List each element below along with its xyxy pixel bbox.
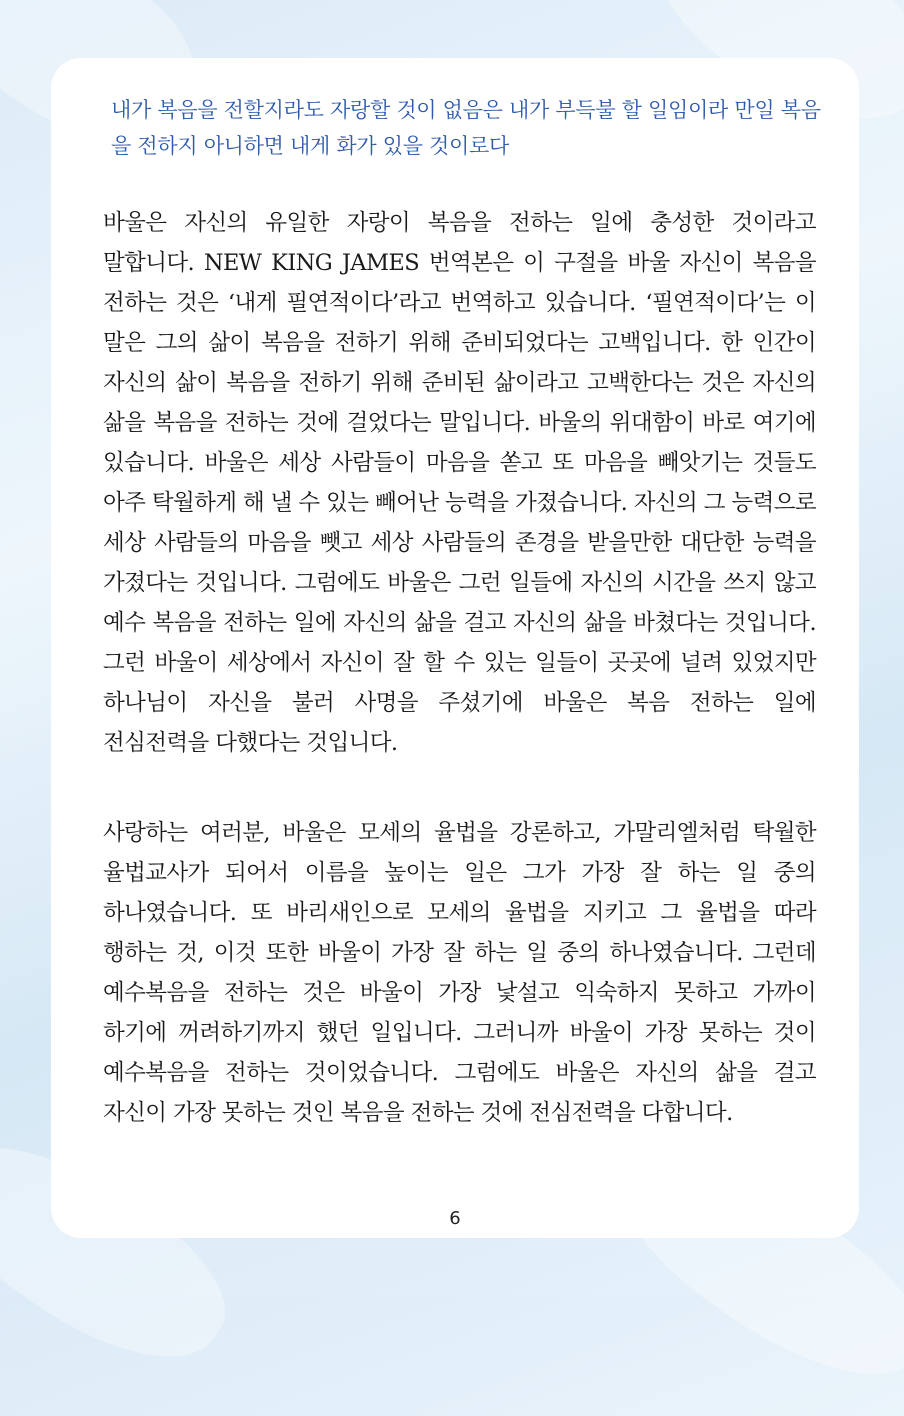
- scripture-verse: 내가 복음을 전할지라도 자랑할 것이 없음은 내가 부득불 할 일임이라 만일 복음을 전하지 아니하면 내게 화가 있을 것이로다: [111, 98, 821, 158]
- page-card: [51, 58, 859, 1238]
- page-number: 6: [449, 1208, 461, 1229]
- body-paragraph-2: 사랑하는 여러분, 바울은 모세의 율법을 강론하고, 가말리엘처럼 탁월한 율법교사가 되어서 이름을 높이는 일은 그가 가장 잘 하는 일 중의 하나였습니다. 또 바리새인으로 모세의 율법을 지키고 그 율법을 따라 행하는 것, 이것 또한 바울이 가장 잘 하는 일 중의 하나였습니다. 그런데 예수복음을 전하는 것은 바울이 가장 낯설고 익숙하지 못하고 가까이 하기에 꺼려하기까지 했던 일입니다. 그러니까 바울이 가장 못하는 것이 예수복음을 전하는 것이었습니다. 그럼에도 바울은 자신의 삶을 걸고 자신이 가장 못하는 것인 복음을 전하는 것에 전심전력을 다합니다.: [103, 820, 816, 1126]
- body-paragraph-1: 바울은 자신의 유일한 자랑이 복음을 전하는 일에 충성한 것이라고 말합니다. NEW KING JAMES 번역본은 이 구절을 바울 자신이 복음을 전하는 것은 ‘내게 필연적이다’라고 번역하고 있습니다. ‘필연적이다’는 이 말은 그의 삶이 복음을 전하기 위해 준비되었다는 고백입니다. 한 인간이 자신의 삶이 복음을 전하기 위해 준비된 삶이라고 고백한다는 것은 자신의 삶을 복음을 전하는 것에 걸었다는 말입니다. 바울의 위대함이 바로 여기에 있습니다. 바울은 세상 사람들이 마음을 쏟고 또 마음을 빼앗기는 것들도 아주 탁월하게 해 낼 수 있는 빼어난 능력을 가졌습니다. 자신의 그 능력으로 세상 사람들의 마음을 뺏고 세상 사람들의 존경을 받을만한 대단한 능력을 가졌다는 것입니다. 그럼에도 바울은 그런 일들에 자신의 시간을 쓰지 않고 예수 복음을 전하는 일에 자신의 삶을 걸고 자신의 삶을 바쳤다는 것입니다. 그런 바울이 세상에서 자신이 잘 할 수 있는 일들이 곳곳에 널려 있었지만 하나님이 자신을 불러 사명을 주셨기에 바울은 복음 전하는 일에 전심전력을 다했다는 것입니다.: [103, 210, 816, 756]
